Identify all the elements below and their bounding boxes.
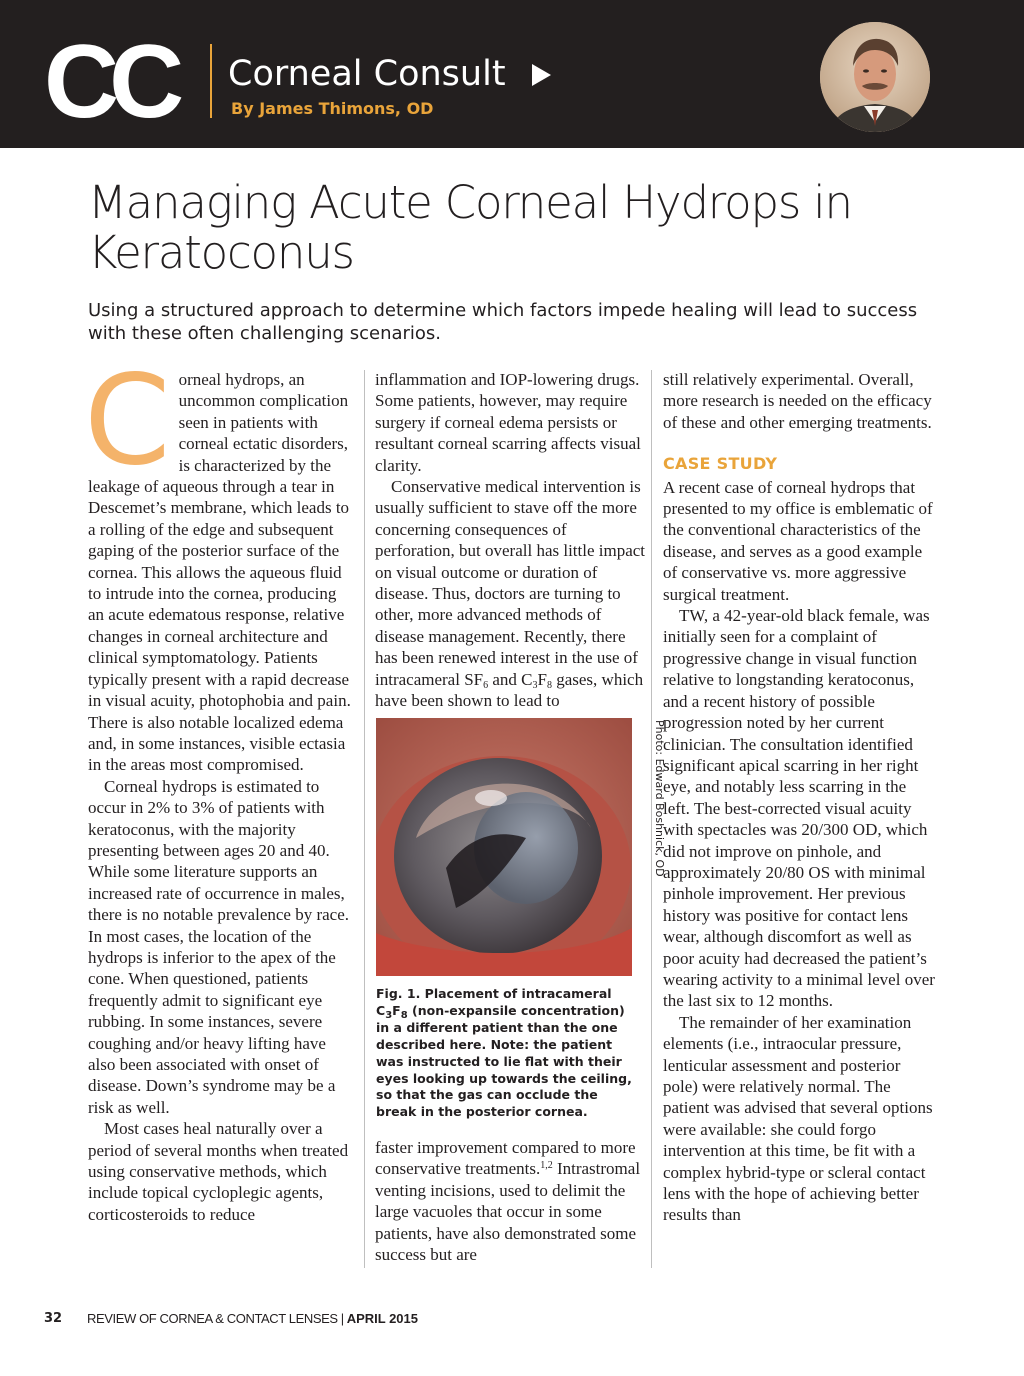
body-paragraph: Most cases heal naturally over a period of several months when treated using conservative methods, which include topical cycloplegic agents, corticosteroids to reduce [88, 1119, 349, 1224]
text-run: F [392, 1002, 401, 1018]
eye-photo-image [376, 718, 632, 976]
section-logo: CC [44, 24, 175, 140]
text-run: Fig. 1. Placement of intracameral C [376, 986, 612, 1018]
column-2 [375, 369, 647, 712]
reference-superscript: 1,2 [540, 1160, 553, 1172]
body-paragraph [375, 476, 647, 711]
text-run: faster improvement compared to more conservative treatments. [375, 1138, 636, 1179]
subscript: 8 [546, 679, 552, 691]
text-run: (non-expansile concentration) in a different patient than the one described here. Note: the patient was instructed to lie flat with their eyes looking up towards the ceiling, so that the gas can occlude the break in the posterior cornea. [376, 1002, 632, 1120]
text-run: and C [488, 669, 533, 689]
body-paragraph: still relatively experimental. Overall, more research is needed on the efficacy of these and other emerging treatments. [663, 370, 932, 432]
body-paragraph: TW, a 42-year-old black female, was initially seen for a complaint of progressive change in visual function relative to longstanding keratoconus, and a recent history of possible progression noted by her current clinician. The consultation identified significant apical scarring in her right eye, and notably less scarring in the left. The best-corrected visual acuity with spectacles was 20/300 OD, which did not improve on pinhole, and approximately 20/80 OS with minimal pinhole improvement. Her previous history was positive for contact lens wear, although discomfort as well as poor acuity had decreased the patient’s wearing activity to a minimal level over the last six to 12 months. [663, 606, 935, 1011]
play-arrow-icon [532, 64, 551, 86]
page-number: 32 [44, 1311, 63, 1326]
running-footer [87, 1311, 418, 1326]
header-band [0, 0, 1024, 148]
subscript: 3 [532, 679, 538, 691]
column-2-continued [375, 1137, 647, 1265]
body-paragraph: Corneal hydrops is estimated to occur in 2% to 3% of patients with keratoconus, with the majority presenting between ages 20 and 40. While some literature supports an increased rate of occurrence in males, there is no notable prevalence by race. In most cases, the location of the hydrops is inferior to the apex of the cone. When questioned, patients frequently admit to significant eye rubbing. In some instances, severe coughing and/or heavy lifting have also been associated with onset of disease. Down’s syndrome may be a risk as well. [88, 776, 350, 1117]
body-paragraph: inflammation and IOP-lowering drugs. Some patients, however, may require surgery if corneal edema persists or resultant corneal scarring affects visual clarity. [375, 370, 641, 475]
footer-separator: | [340, 1311, 344, 1326]
body-paragraph: The remainder of her examination elements (i.e., intraocular pressure, lenticular assessment and posterior pole) were relatively normal. The patient was advised that several options were available: she could forgo intervention at this time, be fit with a complex hybrid-type or scleral contact lens with the hope of achieving better results than [663, 1012, 933, 1225]
issue-date: APRIL 2015 [346, 1311, 418, 1326]
article-title: Managing Acute Corneal Hydrops in Keratoconus [88, 176, 852, 279]
figure-caption [376, 986, 638, 1121]
author-portrait-image [820, 22, 930, 132]
article-deck: Using a structured approach to determine which factors impede healing will lead to success with these often challenging scenarios. [88, 300, 918, 344]
body-paragraph: orneal hydrops, an uncommon complication seen in patients with corneal ectatic disorders, is characterized by the leakage of aqueous through a tear in Descemet’s membrane, which leads to a rolling of the edge and subsequent gaping of the posterior surface of the cornea. This allows the aqueous fluid to intrude into the cornea, producing an acute edematous response, relative changes in corneal architecture and clinical symptomatology. Patients typically present with a rapid decrease in visual acuity, photophobia and pain. There is also notable localized edema and, in some instances, visible ectasia in the areas most compromised. [88, 370, 351, 775]
logo-divider [210, 44, 212, 118]
publication-name: REVIEW OF CORNEA & CONTACT LENSES [87, 1311, 338, 1326]
column-3 [663, 369, 935, 1226]
text-run: F [537, 669, 547, 689]
drop-cap: C [84, 349, 171, 493]
section-heading: CASE STUDY [663, 454, 778, 474]
series-title: Corneal Consult [228, 54, 506, 94]
text-run: Intrastromal venting incisions, used to delimit the large vacuoles that occur in some patients, have also demonstrated some success but are [375, 1159, 641, 1265]
text-run: gases, which have been shown to lead to [375, 669, 644, 711]
text-run: Conservative medical intervention is usually sufficient to stave off the more concerning consequences of perforation, but overall has little impact on visual outcome or duration of disease. Thus, doctors are turning to other, more advanced methods of disease management. Recently, there has been renewed interest in the use of intracameral SF [375, 477, 646, 689]
body-paragraph: A recent case of corneal hydrops that presented to my office is emblematic of the conventional characteristics of the disease, and serves as a good example of conservative vs. more aggressive surgical treatment. [663, 477, 933, 604]
figure-eye-photo [376, 718, 632, 976]
subscript: 6 [483, 679, 489, 691]
subscript: 8 [400, 1009, 408, 1021]
subscript: 3 [385, 1009, 393, 1021]
column-1 [84, 349, 356, 1225]
body-paragraph [375, 1137, 647, 1265]
photo-credit-text: Photo: Edward Boshnick, OD [653, 720, 666, 877]
column-divider [364, 370, 365, 1268]
byline: By James Thimons, OD [231, 99, 434, 118]
author-photo [820, 22, 930, 132]
